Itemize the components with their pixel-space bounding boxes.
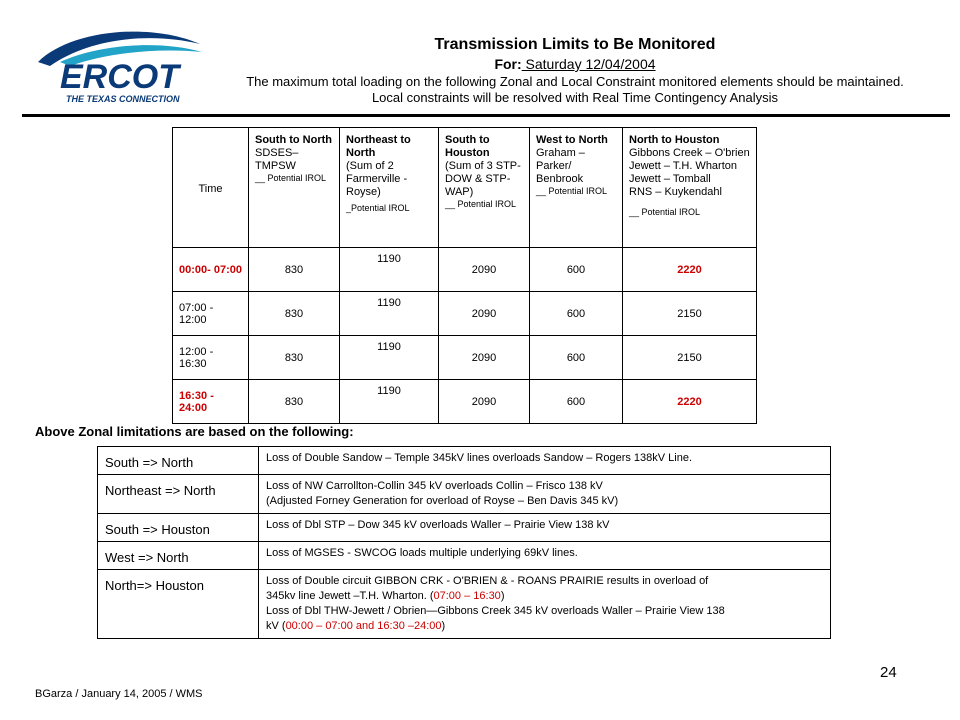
cell-value: 830: [249, 336, 340, 380]
page-title: Transmission Limits to Be Monitored: [434, 36, 716, 53]
col-header-time: Time: [173, 128, 249, 248]
cell-value: 2090: [439, 380, 530, 424]
page-number: 24: [880, 664, 897, 681]
cell-value: 2150: [623, 336, 757, 380]
for-label: For:: [494, 56, 522, 72]
table-row: [98, 447, 831, 475]
cell-value: 830: [249, 292, 340, 336]
basis-description: Loss of MGSES - SWCOG loads multiple underlying 69kV lines.: [259, 542, 831, 570]
basis-description: Loss of Dbl STP – Dow 345 kV overloads Waller – Prairie View 138 kV: [259, 514, 831, 542]
basis-description: Loss of NW Carrollton-Collin 345 kV overloads Collin – Frisco 138 kV (Adjusted Forney Generation for overload of Royse – Ben Davis 345 kV): [259, 475, 831, 514]
cell-value: 2090: [439, 292, 530, 336]
row-time: 16:30 - 24:00: [173, 380, 249, 424]
col-header-west-north: West to North Graham – Parker/ Benbrook __ Potential IROL: [530, 128, 623, 248]
table-row: [98, 570, 831, 639]
cell-value: 830: [249, 380, 340, 424]
basis-direction: North=> Houston: [98, 570, 259, 639]
limits-table: [172, 127, 757, 424]
basis-description: Loss of Double circuit GIBBON CRK - O'BRIEN & - ROANS PRAIRIE results in overload of 345kv line Jewett –T.H. Wharton. (07:00 – 16:30) Loss of Dbl THW-Jewett / Obrien—Gibbons Creek 345 kV overloads Waller – Prairie View 138 kV (00:00 – 07:00 and 16:30 –24:00): [259, 570, 831, 639]
subtitle: The maximum total loading on the following Zonal and Local Constraint monitored elements should be maintained. Local constraints will be resolved with Real Time Contingency Analysis: [246, 74, 904, 105]
cell-value: 2220: [623, 248, 757, 292]
cell-value: 600: [530, 380, 623, 424]
for-date: Saturday 12/04/2004: [521, 56, 656, 72]
row-time: 07:00 - 12:00: [173, 292, 249, 336]
table-row: [173, 248, 757, 292]
table-row: [173, 292, 757, 336]
cell-value: 1190: [340, 336, 439, 380]
table-row: [98, 514, 831, 542]
col-header-north-houston: North to Houston Gibbons Creek – O'brien Jewett – T.H. Wharton Jewett – Tomball RNS – Kuykendahl __ Potential IROL: [623, 128, 757, 248]
table-row: [173, 336, 757, 380]
row-time: 12:00 - 16:30: [173, 336, 249, 380]
basis-direction: West => North: [98, 542, 259, 570]
cell-value: 1190: [340, 380, 439, 424]
header-divider: [22, 114, 950, 117]
cell-value: 2090: [439, 336, 530, 380]
title-block: [235, 36, 915, 106]
basis-direction: South => North: [98, 447, 259, 475]
cell-value: 600: [530, 292, 623, 336]
basis-table: [97, 446, 831, 639]
table-row: [98, 475, 831, 514]
date-line: [235, 56, 915, 72]
ercot-logo: [30, 22, 210, 112]
cell-value: 600: [530, 248, 623, 292]
logo-tagline: THE TEXAS CONNECTION: [66, 94, 180, 104]
cell-value: 1190: [340, 248, 439, 292]
basis-description: Loss of Double Sandow – Temple 345kV lines overloads Sandow – Rogers 138kV Line.: [259, 447, 831, 475]
footer-text: BGarza / January 14, 2005 / WMS: [35, 688, 203, 700]
table-row: [98, 542, 831, 570]
logo-wordmark: ERCOT: [60, 58, 179, 96]
col-header-south-north: South to North SDSES– TMPSW __ Potential IROL: [249, 128, 340, 248]
limits-header-row: [173, 128, 757, 248]
col-header-south-houston: South to Houston (Sum of 3 STP-DOW & STP-WAP) __ Potential IROL: [439, 128, 530, 248]
cell-value: 1190: [340, 292, 439, 336]
col-header-northeast-north: Northeast to North (Sum of 2 Farmerville - Royse) _Potential IROL: [340, 128, 439, 248]
zonal-heading: Above Zonal limitations are based on the following:: [35, 424, 354, 439]
cell-value: 2150: [623, 292, 757, 336]
cell-value: 600: [530, 336, 623, 380]
table-row: [173, 380, 757, 424]
cell-value: 2090: [439, 248, 530, 292]
row-time: 00:00- 07:00: [173, 248, 249, 292]
basis-direction: South => Houston: [98, 514, 259, 542]
basis-direction: Northeast => North: [98, 475, 259, 514]
cell-value: 830: [249, 248, 340, 292]
cell-value: 2220: [623, 380, 757, 424]
